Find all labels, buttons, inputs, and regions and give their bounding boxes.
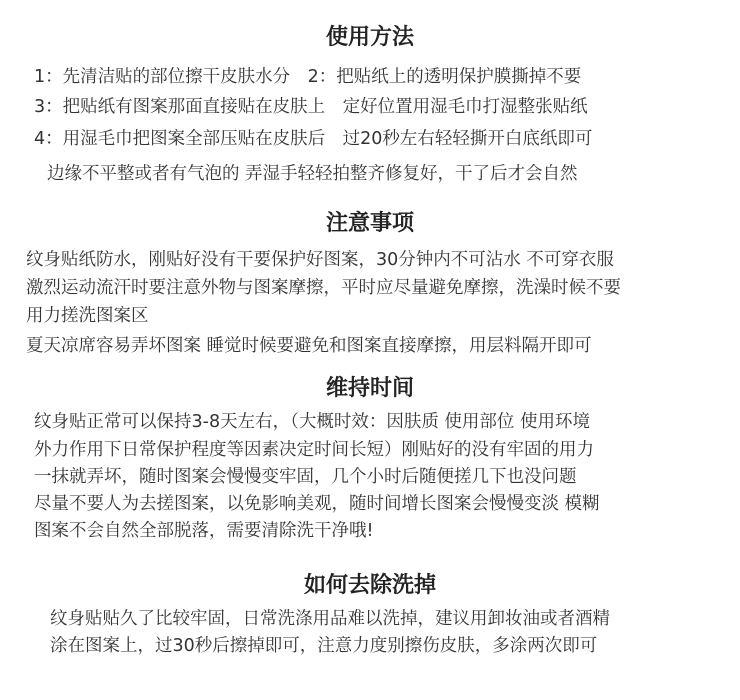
section-heading-removal: 如何去除洗掉 [303,573,436,598]
notes-line-1: 纹身贴纸防水，刚贴好没有干要保护好图案，30分钟内不可沾水 不可穿衣服 [26,250,614,270]
notes-line-4: 夏天凉席容易弄坏图案 睡觉时候要避免和图案直接摩擦，用层料隔开即可 [26,336,592,356]
section-heading-duration: 维持时间 [325,376,414,401]
section-heading-usage: 使用方法 [325,25,414,50]
usage-line-4: 边缘不平整或者有气泡的 弄湿手轻轻拍整齐修复好，干了后才会自然 [47,164,578,184]
section-heading-notes: 注意事项 [325,211,414,236]
duration-line-4: 尽量不要人为去搓图案，以免影响美观，随时间增长图案会慢慢变淡 模糊 [34,494,600,514]
duration-line-3: 一抹就弄坏，随时图案会慢慢变牢固，几个小时后随便搓几下也没问题 [34,467,577,487]
notes-line-2: 激烈运动流汗时要注意外物与图案摩擦，平时应尽量避免摩擦，洗澡时候不要 [26,278,621,298]
notes-line-3: 用力搓洗图案区 [26,306,149,326]
duration-line-2: 外力作用下日常保护程度等因素决定时间长短）刚贴好的没有牢固的用力 [34,440,594,460]
removal-line-2: 涂在图案上，过30秒后擦掉即可，注意力度别擦伤皮肤，多涂两次即可 [50,636,598,656]
usage-line-1: 1：先清洁贴的部位擦干皮肤水分 2：把贴纸上的透明保护膜撕掉不要 [34,67,582,87]
usage-line-2: 3：把贴纸有图案那面直接贴在皮肤上 定好位置用湿毛巾打湿整张贴纸 [34,97,588,117]
removal-line-1: 纹身贴贴久了比较牢固，日常洗涤用品难以洗掉，建议用卸妆油或者酒精 [50,609,610,629]
duration-line-5: 图案不会自然全部脱落，需要清除洗干净哦! [34,521,374,541]
usage-line-3: 4：用湿毛巾把图案全部压贴在皮肤后 过20秒左右轻轻撕开白底纸即可 [34,129,593,149]
duration-line-1: 纹身贴正常可以保持3-8天左右，（大概时效：因肤质 使用部位 使用环境 [34,412,590,432]
